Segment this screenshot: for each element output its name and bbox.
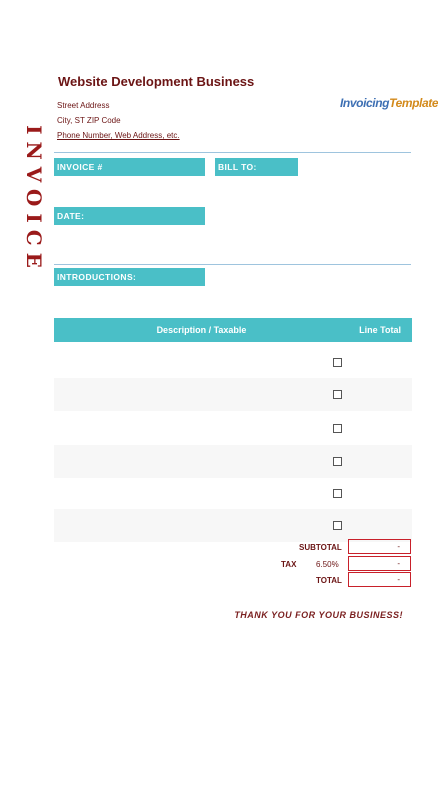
description-column-header: Description / Taxable	[156, 325, 247, 335]
tax-value: -	[348, 556, 411, 571]
contact-info: Phone Number, Web Address, etc.	[57, 131, 180, 140]
taxable-checkbox[interactable]	[333, 521, 342, 530]
taxable-checkbox[interactable]	[333, 424, 342, 433]
table-row[interactable]	[54, 346, 412, 379]
invoicing-template-logo	[340, 96, 438, 110]
bill-to-field[interactable]: BILL TO:	[215, 158, 298, 176]
logo-part-template: Template	[389, 96, 438, 110]
thank-you-message: THANK YOU FOR YOUR BUSINESS!	[234, 610, 403, 620]
total-value: -	[348, 572, 411, 587]
items-table-header	[54, 318, 412, 342]
taxable-checkbox[interactable]	[333, 390, 342, 399]
vertical-title-text: INVOICE	[22, 124, 46, 275]
company-name: Website Development Business	[58, 74, 255, 89]
table-row[interactable]	[54, 412, 412, 445]
table-row[interactable]	[54, 378, 412, 411]
street-address: Street Address	[57, 101, 110, 110]
table-row[interactable]	[54, 509, 412, 542]
total-label: TOTAL	[316, 576, 342, 585]
subtotal-value: -	[348, 539, 411, 554]
date-field[interactable]: DATE:	[54, 207, 205, 225]
table-row[interactable]	[54, 445, 412, 478]
city-state-zip: City, ST ZIP Code	[57, 116, 121, 125]
invoice-number-field[interactable]: INVOICE #	[54, 158, 205, 176]
taxable-checkbox[interactable]	[333, 358, 342, 367]
subtotal-label: SUBTOTAL	[299, 543, 342, 552]
table-row[interactable]	[54, 477, 412, 510]
taxable-checkbox[interactable]	[333, 457, 342, 466]
divider-top	[54, 152, 411, 153]
taxable-checkbox[interactable]	[333, 489, 342, 498]
tax-label: TAX	[281, 560, 297, 569]
tax-rate-value[interactable]: 6.50%	[316, 560, 339, 569]
introductions-field[interactable]: INTRODUCTIONS:	[54, 268, 205, 286]
logo-part-invoicing: Invoicing	[340, 96, 390, 110]
divider-middle	[54, 264, 411, 265]
line-total-column-header: Line Total	[359, 325, 401, 335]
invoice-vertical-title	[22, 112, 46, 287]
